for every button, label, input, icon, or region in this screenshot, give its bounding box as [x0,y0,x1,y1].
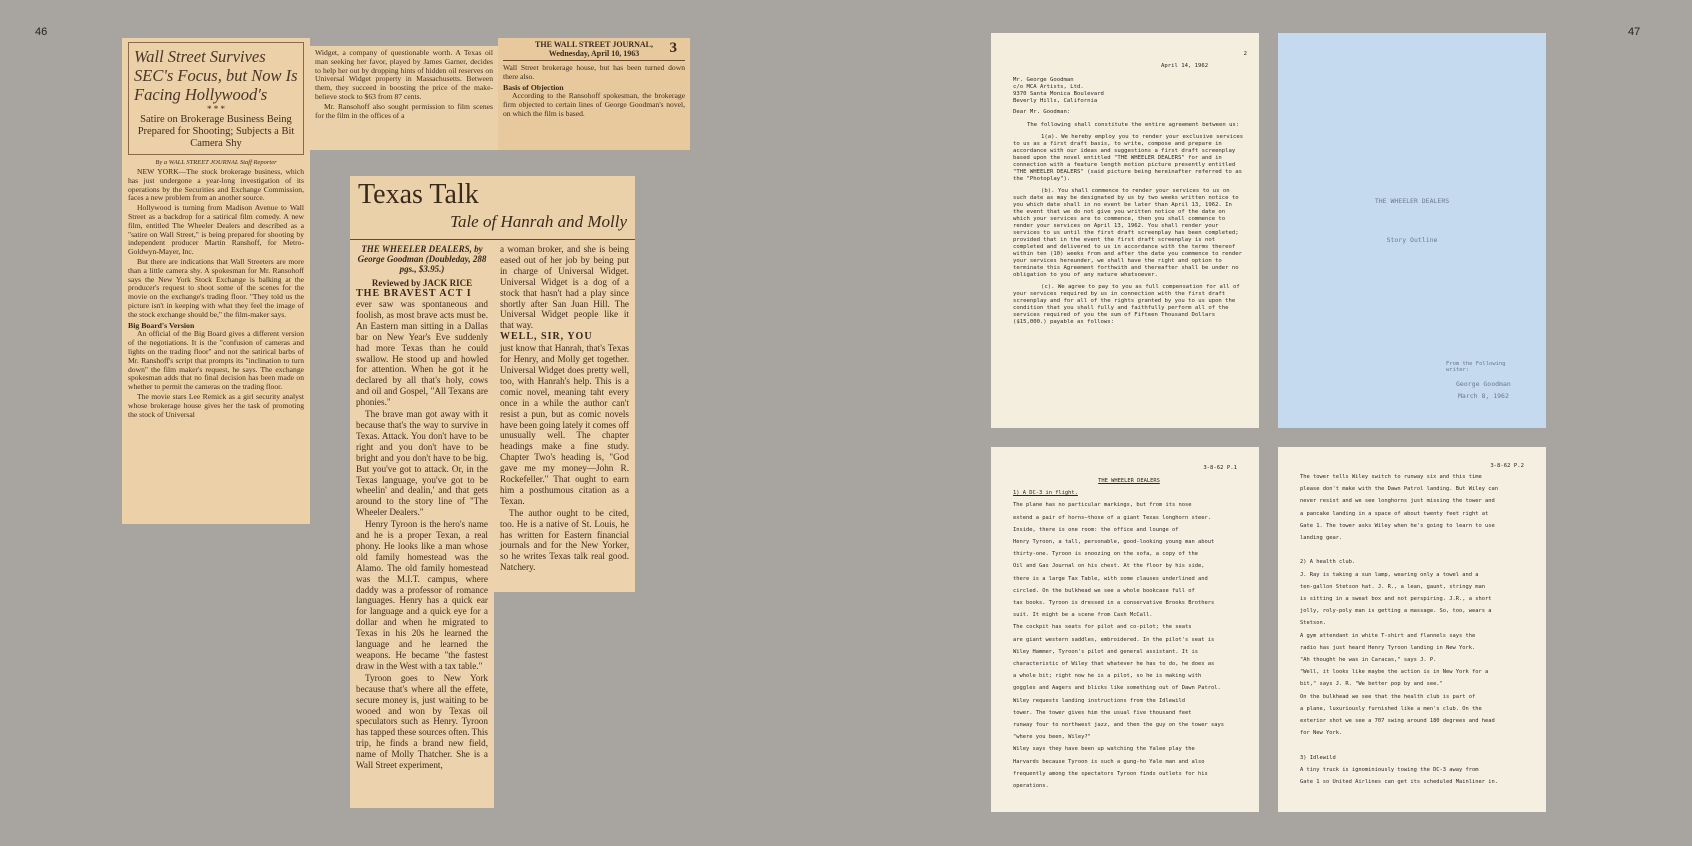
script-line: for New York. [1300,730,1343,737]
script-line: "Well, it looks like maybe the action is in New York for a [1300,669,1489,676]
letter-page-number: 2 [1243,51,1247,57]
review-paragraph: Henry Tyroon is the hero's name and he is a proper Texan, a real phony. He looks like a man whose old family homestead was the Alamo. The old family homestead was the M.I.T. campus, where daddy was a professor of romance languages. Henry has a quick ear for language and a quick eye for a dollar and when he migrated to Texas in his 20s he learned the language and he learned the weapons. He became "the fastest draw in the West with a tax table." [356,519,488,671]
cover-subtitle: Story Outline [1386,236,1438,244]
script-line: radio has just heard Henry Tyroon landing in New York. [1300,644,1476,651]
address-line: Mr. George Goodman [1013,77,1074,83]
texas-talk-header [350,176,635,240]
wsj-date: Wednesday, April 10, 1963 [548,49,640,58]
letter-paragraph: 1(a). We hereby employ you to render your exclusive services to us as a first draft basis, to write, compose and prepare in accordance with our ideas and suggestions a first draft screenplay based upon the novel entitled "THE WHEELER DEALERS" for and in connection with a feature length motion picture presently entitled "THE WHEELER DEALERS" (said picture being hereinafter referred to as the "Photoplay"). [1013,134,1244,182]
wsj-subhead: Basis of Objection [503,82,564,92]
page-number-right: 47 [1628,26,1641,38]
script-line: The cockpit has seats for pilot and co-pilot; the seats [1013,624,1192,631]
script-body [1013,499,1245,792]
script-line: Wiley requests landing instructions from the Idlewild [1013,697,1186,704]
wsj-paragraph: The movie stars Lee Remick as a girl security analyst whose brokerage house gives her the task of promoting the stock of Universal [128,391,304,419]
script-line: Inside, there is one room: the office and lounge of [1013,526,1179,533]
review-lead: THE BRAVEST ACT I [356,288,472,299]
script-line [1300,739,1532,751]
script-line: Wiley Hammer, Tyroon's pilot and general assistant. It is [1013,648,1198,655]
wsj-headline: Wall Street Survives SEC's Focus, but Now Is Facing Hollywood's [134,47,298,104]
script-line: Henry Tyroon, a tall, personable, good-looking young man about [1013,539,1215,546]
letter-paragraph: (c). We agree to pay to you as full compensation for all of your services required by us in connection with the first draft screenplay and for all of the rights granted by you to us upon the condition that you shall fully and faithfully perform all of the services required of you the sum of Fifteen Thousand Dollars ($15,000.) payable as follows: [1013,284,1240,325]
script-line: goggles and Aagers and blicks like something out of Dawn Patrol. [1013,685,1221,692]
wsj-byline: By a WALL STREET JOURNAL Staff Reporter [155,159,277,166]
script-line: runway four to northwest jazz, and then the guy on the tower says [1013,722,1224,729]
script-line: characteristic of Wiley that whatever he has to do, he does as [1013,661,1215,668]
review-paragraph: a woman broker, and she is being eased out of her job by being put in charge of Universal Widget. Universal Widget is a dog of a stock that hasn't had a play since shortly after San Juan Hill. The Universal Widget people like it that way. [500,244,629,331]
script-line: frequently among the spectators Tyroon finds outlets for his [1013,770,1208,777]
wsj-masthead: THE WALL STREET JOURNAL, [535,40,653,49]
review-book-info: THE WHEELER DEALERS, by George Goodman (Doubleday, 288 pgs., $3.95.) [357,244,487,274]
script-header: 3-8-62 P.1 [1203,465,1237,471]
script-line: there is a large Tax Table, with some clauses underlined and [1013,575,1208,582]
script-line: 3) Idlewild [1300,754,1336,761]
script-line: never resist and we see longhorns just missing the tower and [1300,498,1495,505]
agreement-letter [991,33,1259,428]
wsj-paragraph: Wall Street brokerage house, but has been turned down there also. [503,63,685,81]
script-line: exterior shot we see a 707 swing around 180 degrees and head [1300,718,1495,725]
script-title: THE WHEELER DEALERS [1098,478,1160,484]
script-line: "Ah thought he was in Caracas," says J. P. [1300,657,1437,664]
script-line: please don't make with the Dawn Patrol landing. But Wiley can [1300,486,1498,493]
story-outline-cover [1278,33,1546,428]
script-line: suit. It might be a scene from Cash McCall. [1013,612,1153,619]
review-subtitle: Tale of Hanrah and Molly [450,212,627,231]
script-line: landing gear. [1300,535,1343,542]
cover-date: March 8, 1962 [1458,392,1509,400]
script-line: A gym attendant in white T-shirt and flannels says the [1300,632,1476,639]
review-column-2 [494,240,635,592]
script-page-2 [1278,447,1546,812]
letter-date: April 14, 1962 [1161,63,1209,69]
script-line: Gate 1. The tower asks Wiley when he's going to learn to use [1300,522,1495,529]
script-line: J. Ray is taking a sun lamp, wearing only a towel and a [1300,571,1479,578]
page-number-left: 46 [35,26,48,38]
script-line: Harvards because Tyroon is such a gung-ho Yale man and also [1013,758,1205,765]
script-line: operations. [1013,783,1049,790]
script-line: A tiny truck is ignominiously towing the DC-3 away from [1300,766,1479,773]
script-line: ten-gallon Stetson hat. J. R., a lean, gaunt, stringy man [1300,583,1485,590]
letter-paragraph: (b). You shall commence to render your services to us on such date as may be designated by us by two weeks written notice to you which date shall in no event be later than April 13, 1962. In the event that we do not give you written notice of the date on which your services are to commence, then you shall commence to render your services on April 13, 1962. You shall render your services to us until the first draft screenplay has been completed; provided that in the event the first draft screenplay is not completed and delivered to us in accordance with the terms thereof within ten (10) weeks from and after the date you commence to render your services hereunder, we shall have the right and option to terminate this Agreement forthwith and thereafter shall be under no obligation to you of any nature whatsoever. [1013,188,1243,278]
script-line: circled. On the bulkhead we see a whole bookcase full of [1013,587,1195,594]
review-paragraph: just know that Hanrah, that's Texas for Henry, and Molly get together. Universal Widget does pretty well, too, with Hanrah's help. This is a comic novel, meaning taht every once in a while the author can't resist a pun, but as comic novels have been going lately it comes off unusually well. The chapter headings make a fine study. Chapter Two's heading is, "God gave me my money—John R. Rockefeller." That ought to earn him a posthumous citation as a Texan. [500,343,629,506]
review-title: Texas Talk [358,179,479,210]
wsj-clipping [122,38,310,524]
review-paragraph: Tyroon goes to New York because that's where all the effete, secure money is, just waiting to be wooed and won by Texas oil speculators such as Henry. Tyroon has tapped these sources often. This trip, he finds a brand new field, name of Molly Thatcher. She is a Wall Street experiment, [356,672,488,771]
script-line: Wiley says they have been up watching the Yalee play the [1013,746,1195,753]
script-line: thirty-one. Tyroon is snoozing on the sofa, a copy of the [1013,551,1198,558]
script-line: On the bulkhead we see that the health club is part of [1300,693,1476,700]
review-paragraph: ever saw was spontaneous and foolish, as most brave acts must be. An Eastern man sitting in a Dallas bar on New Year's Eve suddenly had more Texas than he could swallow. He stood up and howled for attention. When he got it he declared by all that's holy, cows and oil and Gospel, "All Texans are phonies." [356,299,488,408]
script-line: Gate 1 so United Airlines can get its scheduled Mainliner in. [1300,779,1498,786]
wsj-column-1 [128,168,304,419]
script-line: a whole bit; right now he is a pilot, so he is making with [1013,673,1202,680]
script-line: Stetson. [1300,620,1326,627]
letter-paragraph: The following shall constitute the entire agreement between us: [1027,122,1240,128]
script-line: a plane, luxuriously furnished like a men's club. On the [1300,705,1482,712]
cover-author: George Goodman [1456,380,1511,388]
script-line: The plane has no particular markings, but from its nose [1013,502,1192,509]
wsj-page-number: 3 [669,40,677,56]
script-line: a pancake landing in a space of about twenty feet right at [1300,510,1489,517]
wsj-paragraph: According to the Ransohoff spokesman, the brokerage firm objected to certain lines of George Goodman's novel, on which the film is based. [503,91,685,118]
address-line: c/o MCA Artists, Ltd. [1013,84,1084,90]
script-line [1300,544,1532,556]
wsj-stars: * * * [207,104,225,114]
address-line: 9370 Santa Monica Boulevard [1013,91,1104,97]
script-line: are giant western saddles, embroidered. In the pilot's seat is [1013,636,1215,643]
script-line: bit," says J. R. "We better pop by and see." [1300,681,1443,688]
cover-from: From the Following writer: [1446,361,1506,373]
wsj-paragraph: Hollywood is turning from Madison Avenue to Wall Street as a backdrop for a satirical film comedy. A new film, entitled The Wheeler Dealers and described as a "satire on Wall Street," is being prepared for shooting by independent producer Martin Ranshoff, for Metro-Goldwyn-Mayer, Inc. [128,203,304,257]
script-line: tower. The tower gives him the usual five thousand feet [1013,709,1192,716]
script-line: extend a pair of horns—those of a giant Texas longhorn steer. [1013,514,1211,521]
review-paragraph: The brave man got away with it because that's the way to survive in Texas. Attack. You don't have to be right and you don't have to be bright and you don't have to be big. But you've got to attack. Or, in the Texas language, you've got to be wheelin' and dealin,' and that gets around to the story line of "The Wheeler Dealers." [356,409,488,518]
script-body [1300,471,1532,788]
script-line: Oil and Gas Journal on his chest. At the floor by his side, [1013,563,1205,570]
script-page-1 [991,447,1259,812]
wsj-deck: Satire on Brokerage Business Being Prepared for Shooting; Subjects a Bit Camera Shy [137,114,295,149]
wsj-paragraph: Mr. Ransohoff also sought permission to film scenes for the film in the offices of a [315,101,493,120]
review-column-1 [350,240,494,808]
script-line: tax books. Tyroon is dressed in a conservative Brooks Brothers [1013,600,1215,607]
script-line: "where you been, Wiley?" [1013,734,1091,741]
script-line: jolly, roly-poly man is getting a massage. So, too, wears a [1300,608,1492,615]
script-header: 3-8-62 P.2 [1490,463,1524,469]
script-line: 2) A health club. [1300,559,1356,566]
review-lead-2: WELL, SIR, YOU [500,331,593,343]
wsj-paragraph: But there are indications that Wall Streeters are more than a little camera shy. A spokesman for Mr. Ransohoff says the New York Stock Exchange is balking at the producer's request to shoot some of the scenes for the movie on the exchange's trading floor. "They told us the picture isn't in keeping with what they feel the image of the stock exchange should be," the film-maker says. [128,256,304,319]
wsj-paragraph: NEW YORK—The stock brokerage business, which has just undergone a year-long investigation of its operations by the Securities and Exchange Commission, faces a new problem from an another source. [128,167,304,203]
review-byline: Reviewed by JACK RICE [371,278,473,288]
wsj-column-3 [498,38,690,150]
cover-title: THE WHEELER DEALERS [1374,197,1450,205]
scene-heading: 1) A DC-3 in flight. [1013,490,1078,497]
letter-salutation: Dear Mr. Goodman: [1013,109,1071,115]
wsj-paragraph: An official of the Big Board gives a different version of the negotiations. It is the "confusion of cameras and lights on the trading floor" and not the satirical barbs of Mr. Ranshoff's script that prompts its "inclination to turn down" the film maker's request, he says. The exchange spokesman adds that no final decision has been made on whether to permit the cameras on the trading floor. [128,329,304,392]
review-paragraph: The author ought to be cited, too. He is a native of St. Louis, he has written for Eastern financial journals and for the New Yorker, so he writes Texas talk real good. Natchery. [500,507,629,573]
script-line: The tower tells Wiley switch to runway six and this time [1300,474,1482,480]
wsj-column-2 [310,46,498,150]
address-line: Beverly Hills, California [1013,98,1098,104]
wsj-paragraph: Widget, a company of questionable worth. A Texas oil man seeking her favor, played by James Garner, decides to help her out by dropping hints of hidden oil reserves on Universal Widget property in Massachusetts. Between them, they succeed in boosting the price of the make-believe stock to $63 from 87 cents. [315,48,493,101]
script-line: is sitting in a sweat box and not perspiring. J.R., a short [1300,596,1492,603]
wsj-subhead: Big Board's Version [128,320,195,330]
